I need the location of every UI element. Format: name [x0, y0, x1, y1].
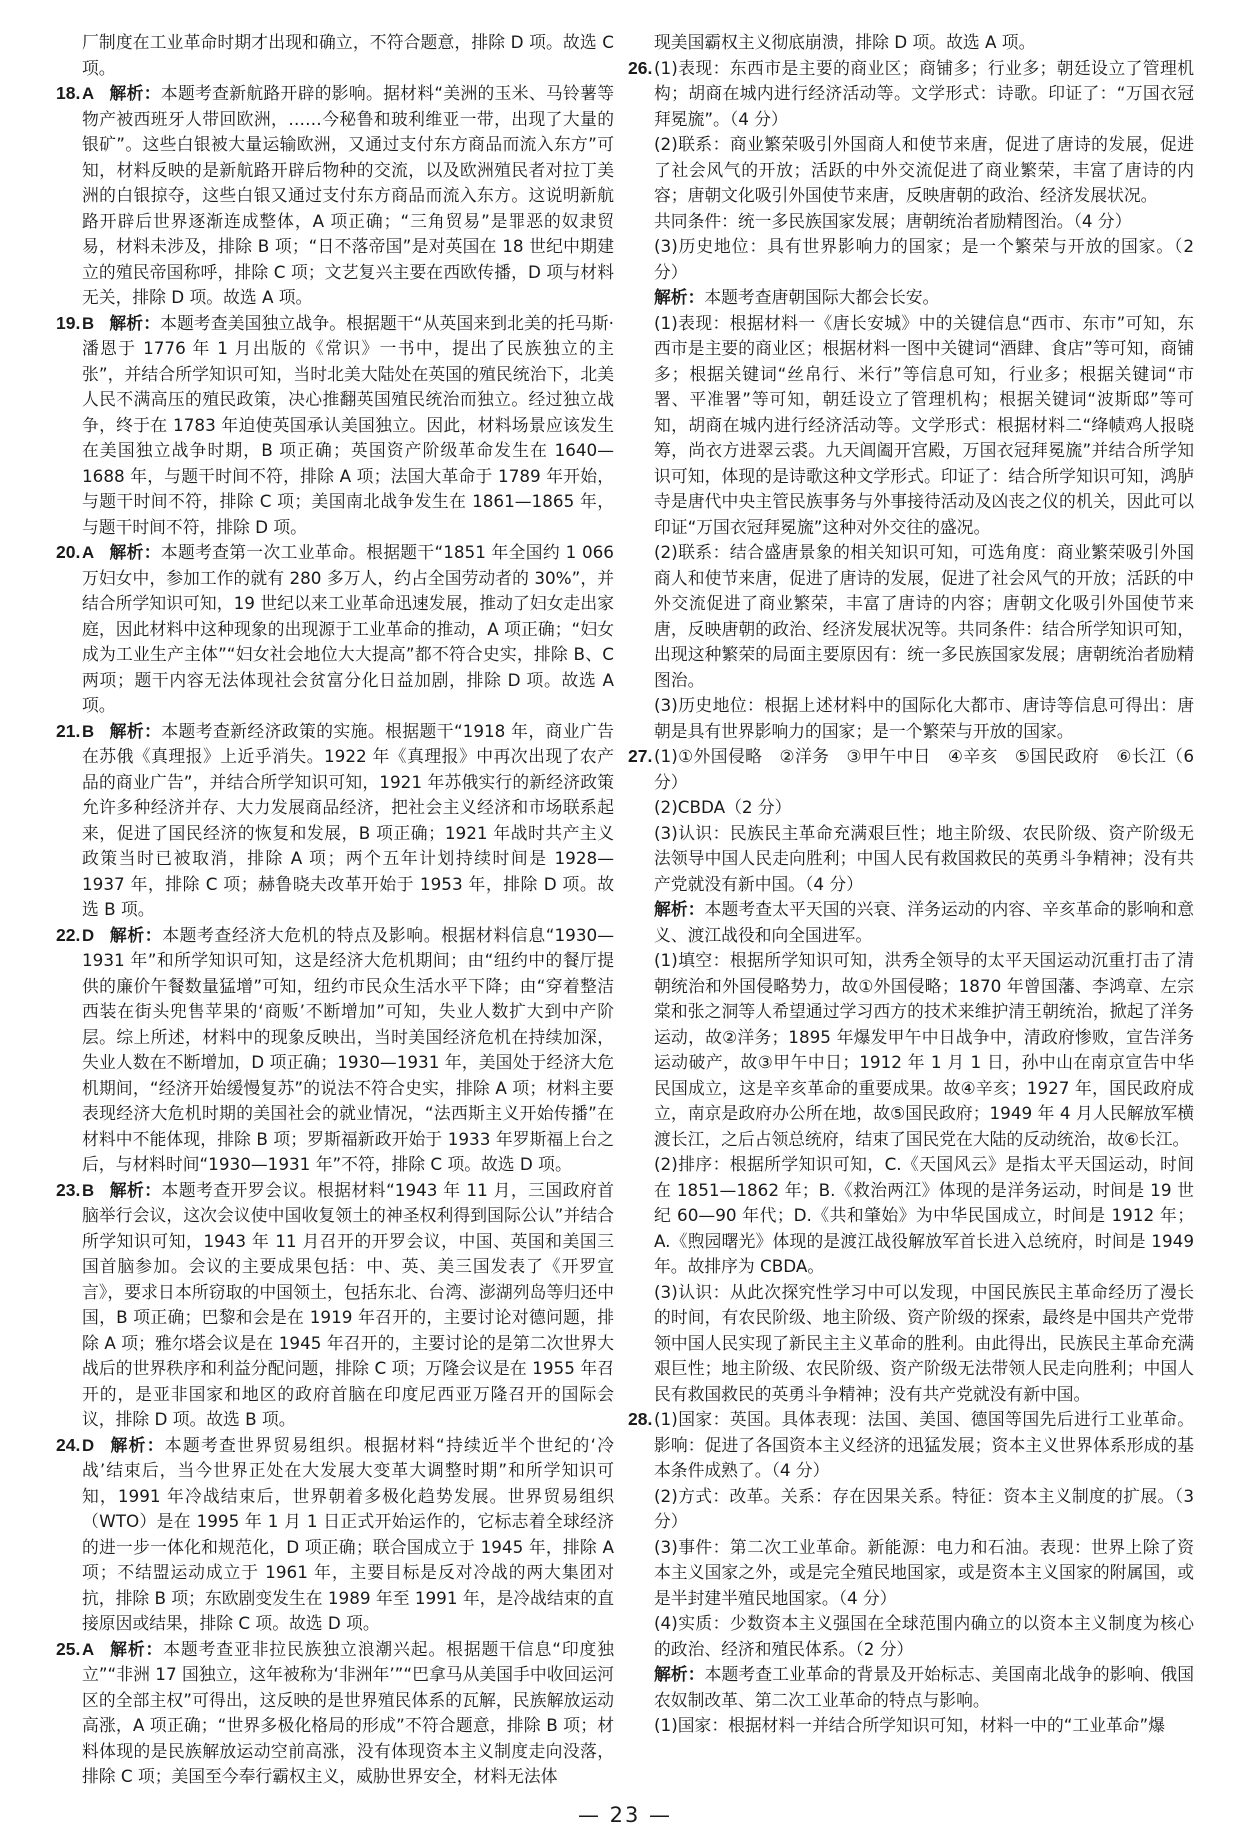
answer-item-21: [56, 719, 614, 923]
analysis-label: 解析：: [109, 542, 161, 562]
analysis-paragraph: [654, 311, 1194, 541]
answer-choice: D: [82, 1435, 95, 1455]
item-body: [82, 81, 614, 311]
paragraph-text: (2)方式：改革。关系：存在因果关系。特征：资本主义制度的扩展。（3 分）: [654, 1485, 1194, 1531]
analysis-label: 解析：: [109, 1434, 165, 1455]
continued-text: 现美国霸权主义彻底崩溃，排除 D 项。故选 A 项。: [654, 32, 1036, 52]
answer-paragraph: [654, 795, 1194, 821]
item-number: 23.: [56, 1179, 81, 1200]
analysis-paragraph: [654, 1713, 1194, 1739]
answer-item-26: [628, 56, 1194, 745]
answer-item-24: [56, 1433, 614, 1637]
paragraph-text: (1)表现：东西市是主要的商业区；商铺多；行业多；朝廷设立了管理机构；胡商在城内进行经济活动等。文学形式：诗歌。印证了：“万国衣冠拜冕旒”。（4 分）: [654, 57, 1194, 129]
item-number: 28.: [628, 1409, 653, 1429]
analysis-label: 解析：: [109, 924, 163, 945]
item-number: 25.: [56, 1638, 81, 1659]
analysis-label: 解析：: [654, 899, 705, 919]
item-number: 18.: [56, 83, 81, 103]
item-body: [82, 540, 614, 719]
analysis-label: 解析：: [109, 83, 161, 103]
answer-paragraph: [654, 821, 1194, 898]
analysis-text: 本题考查开罗会议。根据材料“1943 年 11 月，三国政府首脑举行会议，这次会议使中国收复领土的神圣权利得到国际公认”并结合所学知识可知，1943 年 11 月召开的开罗会议，中国、英国和美国三国首脑参加。会议的主要成果包括：中、英、美三国发表了《开罗宣言》，要求日本所窃取的中国领土，包括东北、台湾、澎湖列岛等归还中国，B 项正确；巴黎和会是在 1919 年召开的，主要讨论对德问题，排除 A 项；雅尔塔会议是在 1945 年召开的，主要讨论的是第二次世界大战后的世界秩序和利益分配问题，排除 C 项；万隆会议是在 1955 年召开的，是亚非国家和地区的政府首脑在印度尼西亚万隆召开的国际会议，排除 D 项。故选 B 项。: [82, 1179, 614, 1429]
paragraph-text: (1)填空：根据所学知识可知，洪秀全领导的太平天国运动沉重打击了清朝统治和外国侵略势力，故①外国侵略；1870 年曾国藩、李鸿章、左宗棠和张之洞等人希望通过学习西方的技术来维护清王朝统治，掀起了洋务运动，故②洋务；1895 年爆发甲午中日战争中，清政府惨败，宣告洋务运动破产，故③甲午中日；1912 年 1 月 1 日，孙中山在南京宣告中华民国成立，这是辛亥革命的重要成果。故④辛亥；1927 年，国民政府成立，南京是政府办公所在地，故⑤国民政府；1949 年 4 月人民解放军横渡长江，之后占领总统府，结束了国民党在大陆的反动统治，故⑥长江。: [654, 950, 1194, 1149]
answer-choice: B: [82, 721, 95, 741]
analysis-paragraph: [654, 693, 1194, 744]
answer-paragraph: [654, 132, 1194, 209]
analysis-text: 本题考查新经济政策的实施。根据题干“1918 年，商业广告在苏俄《真理报》上近乎消失。1922 年《真理报》中再次出现了农产品的商业广告”，并结合所学知识可知，1921 年苏俄实行的新经济政策允许多种经济并存、大力发展商品经济，把社会主义经济和市场联系起来，促进了国民经济的恢复和发展，B 项正确；1921 年战时共产主义政策当时已被取消，排除 A 项；两个五年计划持续时间是 1928—1937 年，排除 C 项；赫鲁晓夫改革开始于 1953 年，排除 D 项。故选 B 项。: [82, 720, 614, 919]
item-body: [82, 923, 614, 1178]
analysis-label: 解析：: [654, 287, 705, 307]
paragraph-text: (4)实质：少数资本主义强国在全球范围内确立的以资本主义制度为核心的政治、经济和殖民体系。（2 分）: [654, 1613, 1194, 1659]
analysis-paragraph: [654, 1152, 1194, 1280]
paragraph-text: 本题考查唐朝国际大都会长安。: [704, 287, 940, 307]
answer-choice: B: [82, 1180, 95, 1200]
analysis-label: 解析：: [109, 1638, 164, 1659]
left-column: [56, 30, 614, 1798]
item-number: 20.: [56, 542, 81, 562]
analysis-text: 本题考查经济大危机的特点及影响。根据材料信息“1930—1931 年”和所学知识可知，这是经济大危机期间；由“纽约中的餐厅提供的廉价午餐数量猛增”可知，纽约市民众生活水平下降；由“穿着整洁西装在街头兜售苹果的‘商贩’不断增加”可知，失业人数扩大到中产阶层。综上所述，材料中的现象反映出，当时美国经济危机在持续加深，失业人数在不断增加，D 项正确；1930—1931 年，美国处于经济大危机期间，“经济开始缓慢复苏”的说法不符合史实，排除 A 项；材料主要表现经济大危机时期的美国社会的就业情况，“法西斯主义开始传播”在材料中不能体现，排除 B 项；罗斯福新政开始于 1933 年罗斯福上台之后，与材料时间“1930—1931 年”不符，排除 C 项。故选 D 项。: [82, 924, 614, 1174]
answer-choice: A: [82, 1639, 95, 1659]
paragraph-text: (3)历史地位：具有世界影响力的国家；是一个繁荣与开放的国家。（2 分）: [654, 236, 1194, 282]
answer-choice: A: [82, 543, 95, 562]
item-number: 19.: [56, 312, 81, 333]
item-number: 24.: [56, 1434, 81, 1455]
item-body: [82, 311, 614, 541]
analysis-label: 解析：: [109, 312, 161, 333]
answer-item-27: [628, 744, 1194, 1407]
analysis-text: 本题考查新航路开辟的影响。据材料“美洲的玉米、马铃薯等物产被西班牙人带回欧洲，……今秘鲁和玻利维亚一带，出现了大量的银矿”。这些白银被大量运输欧洲，又通过支付东方商品而流入东方”可知，材料反映的是新航路开辟后物种的交流，以及欧洲殖民者对拉丁美洲的白银掠夺，这些白银又通过支付东方商品而流入东方。这说明新航路开辟后世界逐渐连成整体，A 项正确；“三角贸易”是罪恶的奴隶贸易，材料未涉及，排除 B 项；“日不落帝国”是对英国在 18 世纪中期建立的殖民帝国称呼，排除 C 项；文艺复兴主要在西欧传播，D 项与材料无关，排除 D 项。故选 A 项。: [82, 83, 614, 307]
continued-text: 厂制度在工业革命时期才出现和确立，不符合题意，排除 D 项。故选 C 项。: [82, 32, 614, 78]
paragraph-text: (3)历史地位：根据上述材料中的国际化大都市、唐诗等信息可得出：唐朝是具有世界影响力的国家；是一个繁荣与开放的国家。: [654, 695, 1194, 741]
answer-paragraph: [654, 1484, 1194, 1535]
item-number: 27.: [628, 746, 653, 766]
answer-paragraph: [654, 744, 1194, 795]
answer-item-23: [56, 1178, 614, 1433]
paragraph-text: (1)国家：英国。具体表现：法国、美国、德国等国先后进行工业革命。影响：促进了各国资本主义经济的迅猛发展；资本主义世界体系形成的基本条件成熟了。（4 分）: [654, 1409, 1194, 1480]
paragraph-text: (3)认识：民族民主革命充满艰巨性；地主阶级、农民阶级、资产阶级无法领导中国人民走向胜利；中国人民有救国救民的英勇斗争精神；没有共产党就没有新中国。（4 分）: [654, 822, 1194, 894]
paragraph-text: (2)CBDA（2 分）: [654, 797, 792, 817]
paragraph-text: (2)排序：根据所学知识可知，C.《天国风云》是指太平天国运动，时间在 1851—1862 年；B.《救治两江》体现的是洋务运动，时间是 19 世纪 60—90 年代；D.《共和肇始》为中华民国成立，时间是 1912 年；A.《煦园曙光》体现的是渡江战役解放军首长进入总统府，时间是 1949 年。故排序为 CBDA。: [654, 1154, 1194, 1276]
analysis-text: 本题考查第一次工业革命。根据题干“1851 年全国约 1 066 万妇女中，参加工作的就有 280 多万人，约占全国劳动者的 30%”，并结合所学知识可知，19 世纪以来工业革命迅速发展，推动了妇女走出家庭，因此材料中这种现象的出现源于工业革命的推动，A 项正确；“妇女成为工业生产主体”“妇女社会地位大大提高”都不符合史实，排除 B、C 两项；题干内容无法体现社会贫富分化日益加剧，排除 D 项。故选 A 项。: [82, 542, 614, 715]
analysis-paragraph: [654, 285, 1194, 311]
analysis-paragraph: [654, 1280, 1194, 1408]
item-body: [82, 719, 614, 923]
paragraph-text: (1)表现：根据材料一《唐长安城》中的关键信息“西市、东市”可知，东西市是主要的商业区；根据材料一图中关键词“酒肆、食店”等可知，商铺多；根据关键词“丝帛行、米行”等信息可知，行业多；根据关键词“市署、平准署”等可知，朝廷设立了管理机构；根据关键词“波斯邸”等可知，胡商在城内进行经济活动等。文学形式：根据材料二“绛帻鸡人报晓筹，尚衣方进翠云裘。九天阊阖开宫殿，万国衣冠拜冕旒”并结合所学知识可知，体现的是诗歌这种文学形式。印证了：结合所学知识可知，鸿胪寺是唐代中央主管民族事务与外事接待活动及凶丧之仪的机关，因此可以印证“万国衣冠拜冕旒”这种对外交往的盛况。: [654, 312, 1194, 537]
analysis-paragraph: [654, 540, 1194, 693]
answer-item-19: [56, 311, 614, 541]
item-body: [82, 1637, 614, 1790]
right-column: [628, 30, 1194, 1798]
item-number: 22.: [56, 924, 81, 945]
answer-choice: A: [82, 84, 95, 103]
answer-paragraph: [654, 1611, 1194, 1662]
answer-choice: D: [82, 925, 95, 945]
answer-paragraph: [654, 1535, 1194, 1612]
analysis-paragraph: [654, 1662, 1194, 1713]
answer-item-22: [56, 923, 614, 1178]
paragraph-text: (1)国家：根据材料一并结合所学知识可知，材料一中的“工业革命”爆: [654, 1715, 1166, 1735]
answer-paragraph: [654, 1407, 1194, 1484]
paragraph-text: 本题考查太平天国的兴衰、洋务运动的内容、辛亥革命的影响和意义、渡江战役和向全国进军。: [654, 899, 1194, 945]
paragraph-text: 本题考查工业革命的背景及开始标志、美国南北战争的影响、俄国农奴制改革、第二次工业革命的特点与影响。: [654, 1664, 1194, 1710]
paragraph-text: (1)①外国侵略 ②洋务 ③甲午中日 ④辛亥 ⑤国民政府 ⑥长江（6 分）: [654, 746, 1194, 792]
analysis-paragraph: [654, 897, 1194, 948]
item-body: [82, 1178, 614, 1433]
paragraph-text: 共同条件：统一多民族国家发展；唐朝统治者励精图治。（4 分）: [654, 210, 1132, 231]
answer-item-28: [628, 1407, 1194, 1739]
analysis-text: 本题考查亚非拉民族独立浪潮兴起。根据题干信息“印度独立”“非洲 17 国独立，这年被称为‘非洲年’”“巴拿马从美国手中收回运河区的全部主权”可得出，这反映的是世界殖民体系的瓦解，民族解放运动高涨，A 项正确；“世界多极化格局的形成”不符合题意，排除 B 项；材料体现的是民族解放运动空前高涨，没有体现资本主义制度走向没落，排除 C 项；美国至今奉行霸权主义，威胁世界安全，材料无法体: [82, 1638, 614, 1786]
analysis-label: 解析：: [109, 1179, 162, 1200]
answer-paragraph: [654, 209, 1194, 235]
answer-choice: B: [82, 313, 95, 333]
analysis-text: 本题考查美国独立战争。根据题干“从英国来到北美的托马斯·潘恩于 1776 年 1 月出版的《常识》一书中，提出了民族独立的主张”，并结合所学知识可知，当时北美大陆处在英国的殖民统治下，北美人民不满高压的殖民政策，决心推翻英国殖民统治而独立。经过独立战争，终于在 1783 年迫使英国承认美国独立。因此，材料场景应该发生在美国独立战争时期，B 项正确；英国资产阶级革命发生在 1640—1688 年，与题干时间不符，排除 A 项；法国大革命于 1789 年开始，与题干时间不符，排除 C 项；美国南北战争发生在 1861—1865 年，与题干时间不符，排除 D 项。: [82, 312, 614, 537]
answer-paragraph: [654, 56, 1194, 133]
item-number: 26.: [628, 57, 653, 78]
analysis-paragraph: [654, 948, 1194, 1152]
analysis-label: 解析：: [109, 720, 162, 741]
item-number: 21.: [56, 720, 81, 741]
analysis-text: 本题考查世界贸易组织。根据材料“持续近半个世纪的‘冷战’结束后，当今世界正处在大发展大变革大调整时期”和所学知识可知，1991 年冷战结束后，世界朝着多极化趋势发展。世界贸易组织（WTO）是在 1995 年 1 月 1 日正式开始运作的，它标志着全球经济的进一步一体化和规范化，D 项正确；联合国成立于 1945 年，排除 A 项；不结盟运动成立于 1961 年，主要目标是反对冷战的两大集团对抗，排除 B 项；东欧剧变发生在 1989 年至 1991 年，是冷战结束的直接原因或结果，排除 C 项。故选 D 项。: [82, 1434, 614, 1633]
answer-item-20: [56, 540, 614, 719]
paragraph-text: (2)联系：商业繁荣吸引外国商人和使节来唐，促进了唐诗的发展，促进了社会风气的开放；活跃的中外交流促进了商业繁荣，丰富了唐诗的内容；唐朝文化吸引外国使节来唐，反映唐朝的政治、经济发展状况。: [654, 134, 1194, 205]
answer-paragraph: [654, 234, 1194, 285]
answer-item-18: [56, 81, 614, 311]
answer-item-25: [56, 1637, 614, 1790]
paragraph-text: (3)认识：从此次探究性学习中可以发现，中国民族民主革命经历了漫长的时间，有农民阶级、地主阶级、资产阶级的探索，最终是中国共产党带领中国人民实现了新民主主义革命的胜利。由此得出，民族民主革命充满艰巨性；地主阶级、农民阶级、资产阶级无法带领人民走向胜利；中国人民有救国救民的英勇斗争精神；没有共产党就没有新中国。: [654, 1281, 1194, 1404]
paragraph-text: (3)事件：第二次工业革命。新能源：电力和石油。表现：世界上除了资本主义国家之外，或是完全殖民地国家，或是资本主义国家的附属国，或是半封建半殖民地国家。（4 分）: [654, 1536, 1194, 1608]
page-number: — 23 —: [577, 1803, 673, 1827]
paragraph-text: (2)联系：结合盛唐景象的相关知识可知，可选角度：商业繁荣吸引外国商人和使节来唐，促进了唐诗的发展，促进了社会风气的开放；活跃的中外交流促进了商业繁荣，丰富了唐诗的内容；唐朝文化吸引外国使节来唐，反映唐朝的政治、经济发展状况等。共同条件：结合所学知识可知，出现这种繁荣的局面主要原因有：统一多民族国家发展；唐朝统治者励精图治。: [654, 542, 1194, 690]
analysis-label: 解析：: [654, 1664, 705, 1684]
item-body: [82, 1433, 614, 1637]
